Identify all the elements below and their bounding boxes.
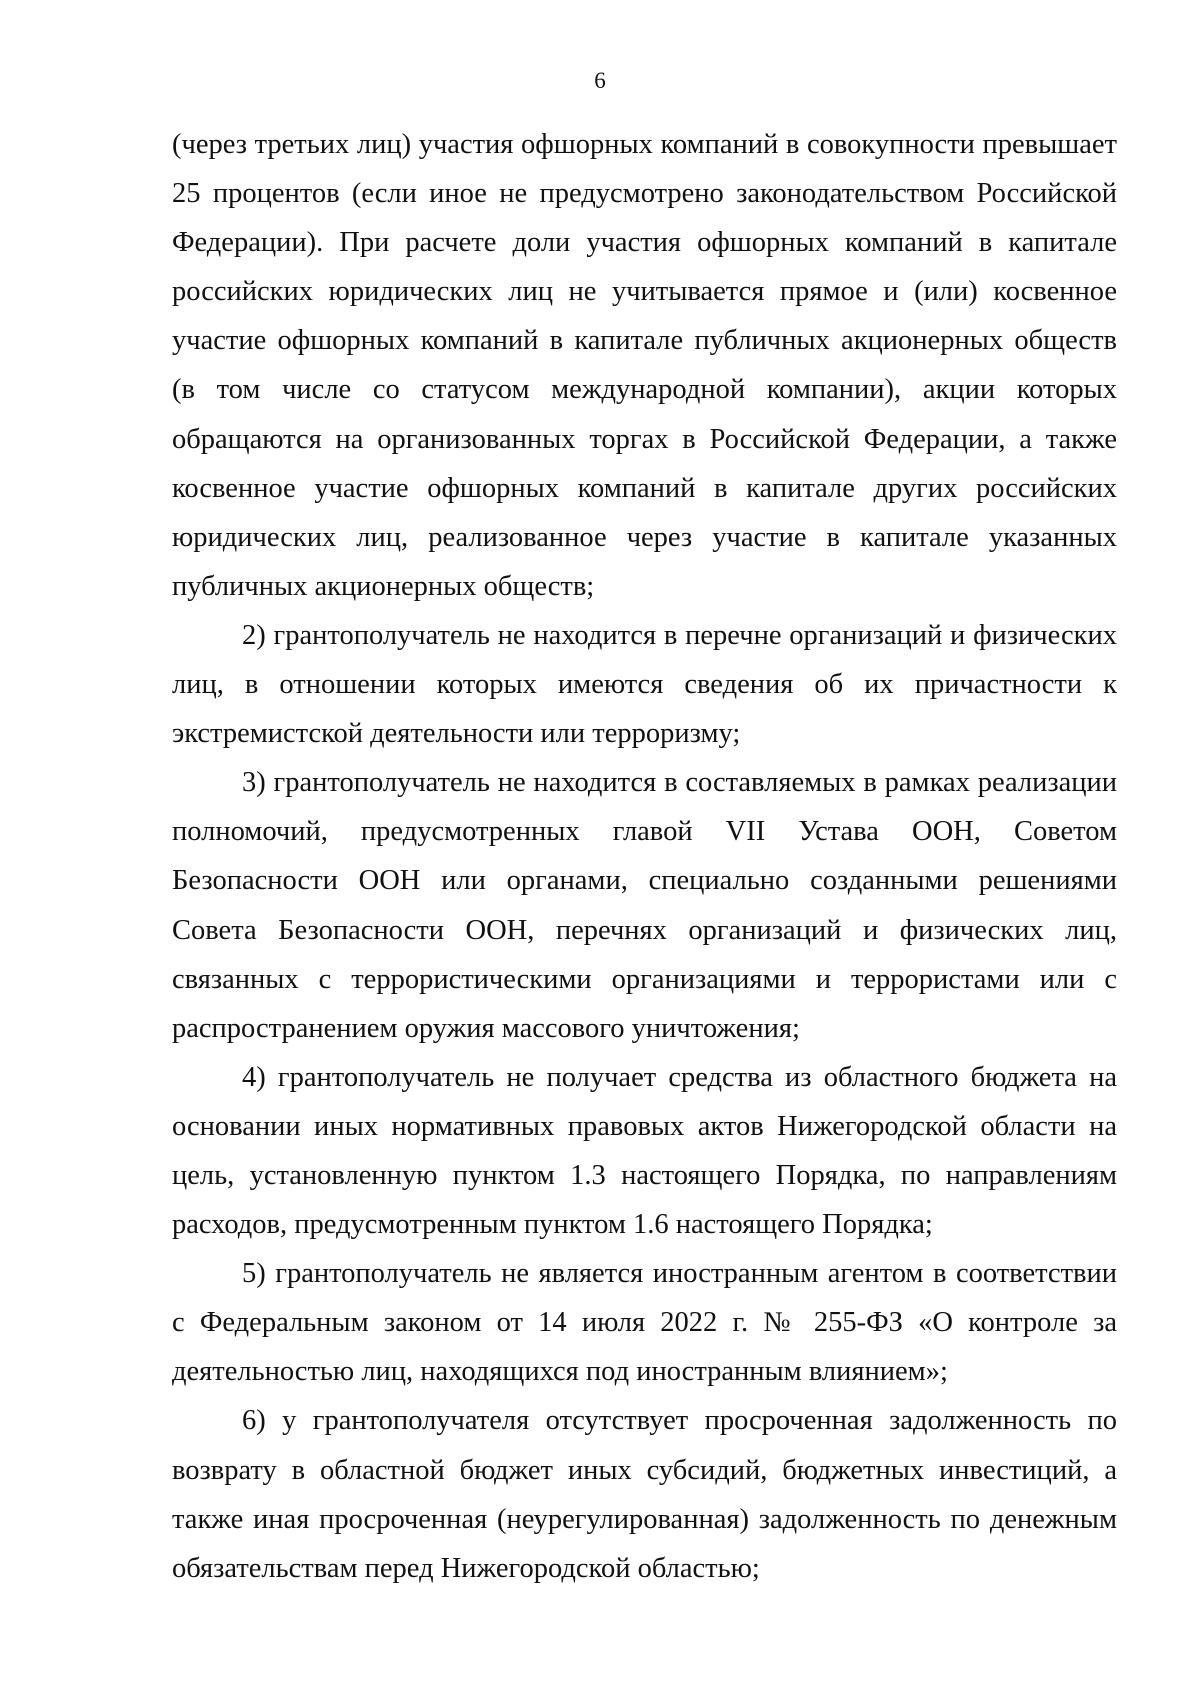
paragraph-item-5: 5) грантополучатель не является иностранным агентом в соответствии с Федеральным законом от 14 июля 2022 г. № 255-ФЗ «О контроле за деятельностью лиц, находящихся под иностранным влиянием»;	[172, 1258, 1117, 1388]
paragraph-item-3: 3) грантополучатель не находится в составляемых в рамках реализации полномочий, предусмотренных главой VII Устава ООН, Советом Безопасности ООН или органами, специально созданными решениями Совета Безопасности ООН, перечнях организаций и физических лиц, связанных с террористическими организациями и террористами или с распространением оружия массового уничтожения;	[172, 767, 1117, 1044]
page-number: 6	[594, 68, 606, 93]
paragraph-offshore-participation: (через третьих лиц) участия офшорных компаний в совокупности превышает 25 процентов (если иное не предусмотрено законодательством Российской Федерации). При расчете доли участия офшорных компаний в капитале российских юридических лиц не учитывается прямое и (или) косвенное участие офшорных компаний в капитале публичных акционерных обществ (в том числе со статусом международной компании), акции которых обращаются на организованных торгах в Российской Федерации, а также косвенное участие офшорных компаний в капитале других российских юридических лиц, реализованное через участие в капитале указанных публичных акционерных обществ;	[172, 129, 1117, 602]
paragraph-item-6: 6) у грантополучателя отсутствует просроченная задолженность по возврату в областной бюджет иных субсидий, бюджетных инвестиций, а также иная просроченная (неурегулированная) задолженность по денежным обязательствам перед Нижегородской областью;	[172, 1405, 1117, 1584]
paragraph-item-2: 2) грантополучатель не находится в перечне организаций и физических лиц, в отношении которых имеются сведения об их причастности к экстремистской деятельности или терроризму;	[172, 619, 1117, 750]
document-body	[172, 120, 1117, 1593]
paragraph-item-4: 4) грантополучатель не получает средства из областного бюджета на основании иных нормативных правовых актов Нижегородской области на цель, установленную пунктом 1.3 настоящего Порядка, по направлениям расходов, предусмотренным пунктом 1.6 настоящего Порядка;	[172, 1061, 1117, 1241]
